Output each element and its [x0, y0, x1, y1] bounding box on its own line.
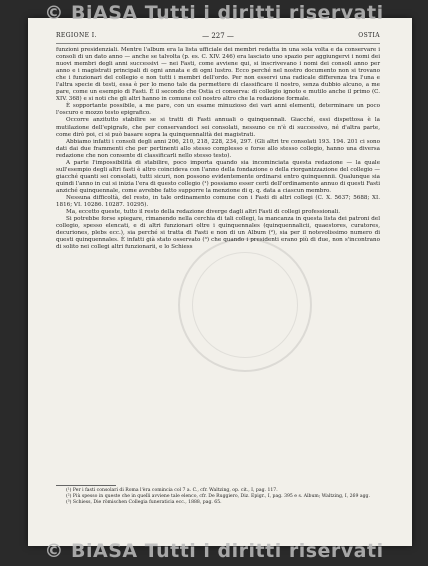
paragraph: A parte l'impossibilità di stabilire, poco importa quando sia incominciata questa redazione — la quale sull'esempio degli altri fasti è altro coincideva con l'anno della fondazione o della riorganizzazione del collegio — giacché quanti sei consolati, tutti sicuri, non possono evidentemente ordinarsi entro quinquennii. Qualunque sia quindi l'anno in cui si inizia l'era di questo collegio (¹) possiamo esser certi dell'ordinamento annuo di questi Fasti anziché quinquennale, come avrebbe fatto supporre la menzione di q. q. data a ciascun membro. [56, 159, 380, 194]
header-title: OSTIA [358, 32, 380, 39]
paragraph: Si potrebbe forse spiegare, rimanendo nella cerchia di tali collegi, la mancanza in questa lista dei patroni del collegio, spesso elencati, e di altri funzionari oltre i quinquennales (quinquennalicii, quaestores, curatores, decuriones, plebs ecc.), sia perché si tratta di Fasti e non di un Album (²), sia per il notevolissimo numero di questi quinquennales. È infatti già stato osservato (³) che quando i presidenti erano più di due, non s'incontrano di solito nei collegi altri funzionarii, e lo Schiess [56, 216, 380, 251]
footnotes [56, 488, 380, 506]
page-number: — 227 — [202, 32, 234, 40]
footnote: (²) Più spesso in queste che in quelli avviene tale elenco, cfr. De Ruggiero, Diz. Epigr., I, pag. 395 e s. Album; Waltzing, I, 269 agg. [66, 494, 370, 500]
paragraph: Nessuna difficoltà, del resto, in tale ordinamento comune con i Fasti di altri collegi (C. X. 5637; 5688; XI. 1816; VI. 10286. 10287. 10295). [56, 194, 380, 209]
footnote-rule [56, 485, 116, 486]
footnote: (¹) Per i fasti consolari di Roma l'èra comincia col 7 a. C., cfr. Waltzing, op. cit., I, pag. 117. [66, 488, 278, 493]
paragraph: Abbiamo infatti i consoli degli anni 206, 210, 218, 228, 234, 297. (Gli altri tre consolati 193. 194. 201 ci sono dati dai due frammenti che per pertinenti allo stesso complesso e forse allo stesso collegio, hanno una diversa redazione che non consente di classificarli nello stesso testo). [56, 138, 380, 159]
paragraph: funzioni presidenziali. Mentre l'album era la lista ufficiale dei membri redatta in una sola volta e da conservare i consoli di un dato anno — anche se talvolta (p. es. C. XIV. 246) era lasciato uno spazio per aggiungervi i nomi dei nuovi membri degli anni successivi — nei Fasti, come avviene qui, si inscrivevano i nomi dei consoli anno per anno e i magistrati principali di ogni annata e di ogni lustro. Ecco perché nel nostro documento non si trovano che i funzionari del collegio e non tutti i membri dell'ordo. Per non esservi una radicale differenza tra l'una e l'altra specie di testi, essa è per lo meno tale da permettere di classificare il nostro, senza dubbio alcuno, a me pare, come un esempio di Fasti. È il secondo che Ostia ci conserva: di collegio ignoto e mutilo anche il primo (C. XIV. 368) e si noti che gli altri hanno in comune col nostro altro che la redazione formale. [56, 47, 380, 103]
paragraph: Ma, eccetto queste, tutto il resto della redazione diverge dagli altri Fasti di collegi professionali. [66, 209, 341, 216]
watermark-top: © BiASA Tutti i diritti riservati [44, 2, 384, 24]
body-text [56, 47, 380, 251]
watermark-bottom: © BiASA Tutti i diritti riservati [44, 540, 384, 562]
running-header [56, 32, 380, 44]
footnote: (³) Schiess, Die römischen Collegia funeraticia ecc., 1888, pag. 65. [66, 500, 222, 506]
document-page [28, 18, 412, 546]
header-section: REGIONE I. [56, 32, 97, 39]
library-seal-stamp [178, 238, 312, 372]
paragraph: È sopportante possibile, a me pare, con un esame minuzioso dei vari anni elementi, determinare un poco l'oscuro e mozzo testo epigrafico. [56, 103, 380, 117]
paragraph: Occorre anzitutto stabilire se si tratti di Fasti annuali o quinquennali. Giacché, essi dispettosa è la mutilazione dell'epigrafe, che per conservandoci sei consolati, nessuno ce n'è di successivo, né d'altra parte, come dirò poi, ci si può basare sopra la quinquennalità dei magistrati. [56, 117, 380, 138]
